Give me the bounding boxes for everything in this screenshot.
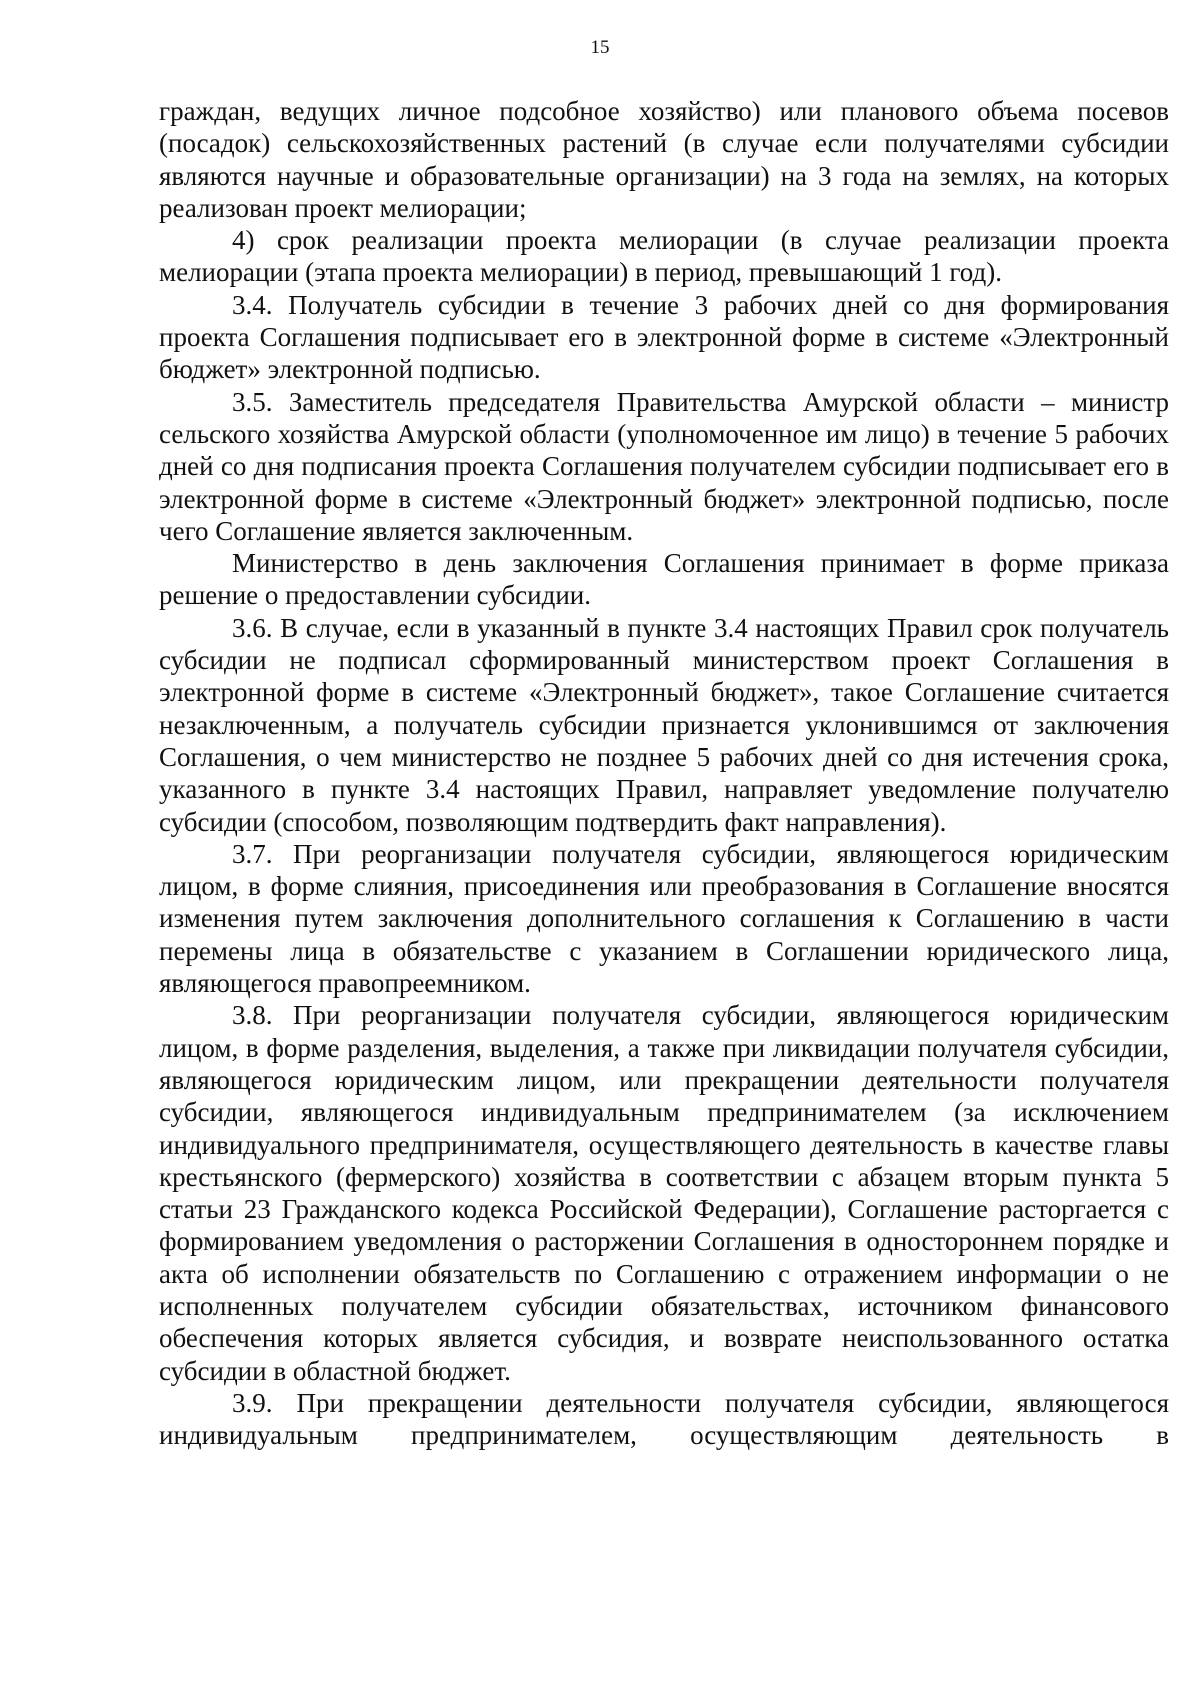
document-body: [159, 95, 1169, 1451]
page-number: 15: [590, 37, 610, 58]
paragraph-3-9: 3.9. При прекращении деятельности получателя субсидии, являющегося индивидуальным предпринимателем, осуществляющим деятельность в: [159, 1387, 1169, 1451]
paragraph-3-4: 3.4. Получатель субсидии в течение 3 рабочих дней со дня формирования проекта Соглашения подписывает его в электронной форме в системе «Электронный бюджет» электронной подписью.: [159, 289, 1169, 385]
paragraph-3-6: 3.6. В случае, если в указанный в пункте 3.4 настоящих Правил срок получатель субсидии не подписал сформированный министерством проект Соглашения в электронной форме в системе «Электронный бюджет», такое Соглашение считается незаключенным, а получатель субсидии признается уклонившимся от заключения Соглашения, о чем министерство не позднее 5 рабочих дней со дня истечения срока, указанного в пункте 3.4 настоящих Правил, направляет уведомление получателю субсидии (способом, позволяющим подтвердить факт направления).: [159, 612, 1169, 837]
paragraph-ministry-decision: Министерство в день заключения Соглашения принимает в форме приказа решение о предоставлении субсидии.: [159, 548, 1169, 611]
paragraph-item-4: 4) срок реализации проекта мелиорации (в случае реализации проекта мелиорации (этапа проекта мелиорации) в период, превышающий 1 год).: [159, 225, 1169, 288]
paragraph-3-8: 3.8. При реорганизации получателя субсидии, являющегося юридическим лицом, в форме разделения, выделения, а также при ликвидации получателя субсидии, являющегося юридическим лицом, или прекращении деятельности получателя субсидии, являющегося индивидуальным предпринимателем (за исключением индивидуального предпринимателя, осуществляющего деятельность в качестве главы крестьянского (фермерского) хозяйства в соответствии с абзацем вторым пункта 5 статьи 23 Гражданского кодекса Российской Федерации), Соглашение расторгается с формированием уведомления о расторжении Соглашения в одностороннем порядке и акта об исполнении обязательств по Соглашению с отражением информации о не исполненных получателем субсидии обязательствах, источником финансового обеспечения которых является субсидия, и возврате неиспользованного остатка субсидии в областной бюджет.: [159, 1000, 1169, 1386]
paragraph-3-7: 3.7. При реорганизации получателя субсидии, являющегося юридическим лицом, в форме слияния, присоединения или преобразования в Соглашение вносятся изменения путем заключения дополнительного соглашения к Соглашению в части перемены лица в обязательстве с указанием в Соглашении юридического лица, являющегося правопреемником.: [159, 838, 1169, 999]
paragraph-continuation: граждан, ведущих личное подсобное хозяйство) или планового объема посевов (посадок) сельскохозяйственных растений (в случае если получателями субсидии являются научные и образовательные организации) на 3 года на землях, на которых реализован проект мелиорации;: [159, 96, 1169, 223]
paragraph-3-5: 3.5. Заместитель председателя Правительства Амурской области – министр сельского хозяйства Амурской области (уполномоченное им лицо) в течение 5 рабочих дней со дня подписания проекта Соглашения получателем субсидии подписывает его в электронной форме в системе «Электронный бюджет» электронной подписью, после чего Соглашение является заключенным.: [159, 386, 1169, 546]
